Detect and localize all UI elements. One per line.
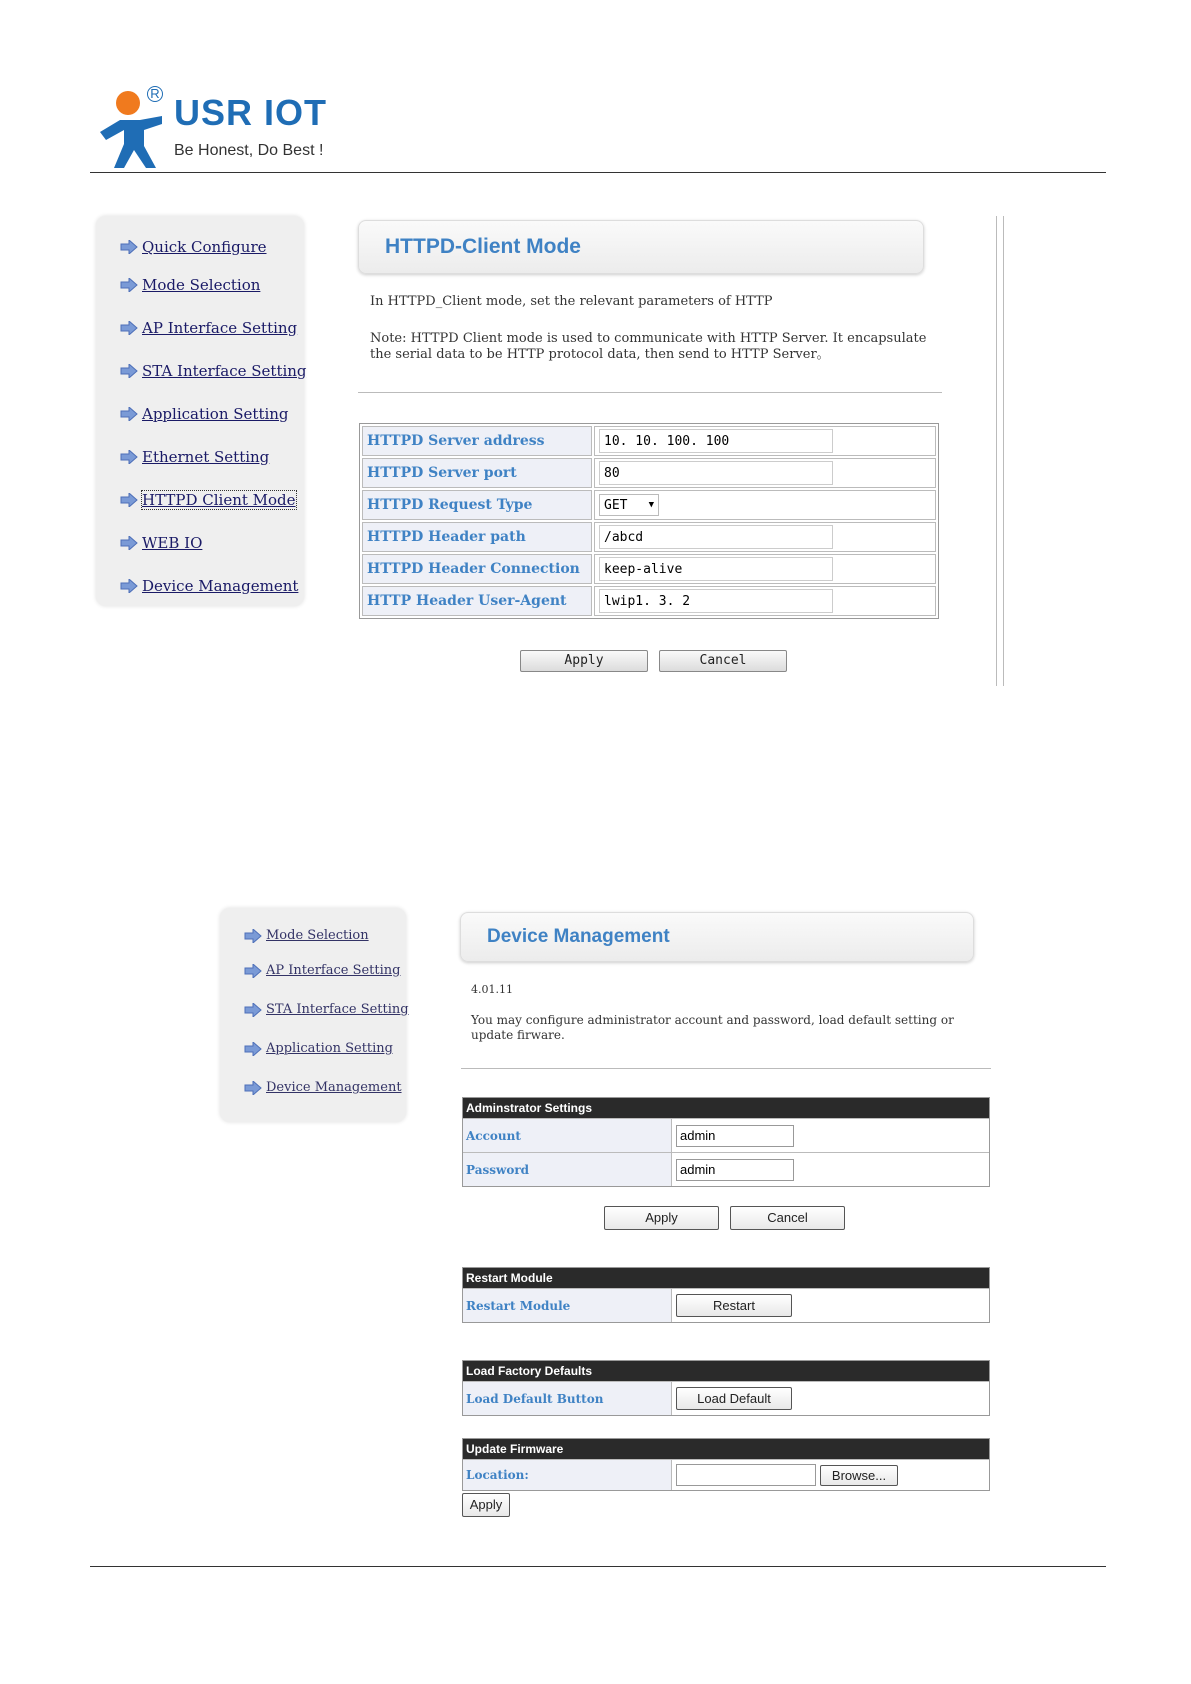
- user-agent-label: HTTP Header User-Agent: [362, 586, 592, 616]
- header-connection-input[interactable]: [599, 557, 833, 581]
- firmware-apply-button[interactable]: Apply: [462, 1493, 510, 1517]
- header-divider: [90, 172, 1106, 173]
- arrow-right-icon: [120, 450, 138, 464]
- sidebar-item-device-management[interactable]: [120, 577, 298, 595]
- sidebar-link[interactable]: Mode Selection: [266, 928, 369, 943]
- usr-iot-logo-icon: [96, 90, 166, 170]
- arrow-right-icon: [244, 1003, 262, 1017]
- admin-cancel-button[interactable]: Cancel: [730, 1206, 845, 1230]
- sidebar-item-mode-selection[interactable]: [120, 276, 260, 294]
- footer-divider: [90, 1566, 1106, 1567]
- update-firmware-table: [462, 1438, 990, 1491]
- server-port-cell: [594, 458, 936, 488]
- table-row: [362, 554, 936, 584]
- arrow-right-icon: [244, 964, 262, 978]
- admin-settings-header: Adminstrator Settings: [463, 1098, 989, 1118]
- sidebar-item-sta-interface[interactable]: [120, 362, 307, 380]
- sidebar-item-application[interactable]: [244, 1041, 393, 1056]
- server-port-label: HTTPD Server port: [362, 458, 592, 488]
- arrow-right-icon: [120, 407, 138, 421]
- password-cell: [672, 1153, 989, 1186]
- sidebar-link[interactable]: Application Setting: [266, 1041, 393, 1056]
- server-address-cell: [594, 426, 936, 456]
- request-type-value: GET: [604, 497, 628, 513]
- account-cell: [672, 1119, 989, 1152]
- sidebar-link[interactable]: STA Interface Setting: [142, 362, 307, 380]
- page-title: HTTPD-Client Mode: [385, 235, 581, 258]
- arrow-right-icon: [244, 1081, 262, 1095]
- sidebar-link[interactable]: Application Setting: [142, 405, 289, 423]
- sidebar-item-application[interactable]: [120, 405, 289, 423]
- note-text: Note: HTTPD Client mode is used to communicate with HTTP Server. It encapsulate the serial data to be HTTP protocol data, then send to HTTP Server。: [370, 331, 927, 362]
- load-default-button[interactable]: Load Default: [676, 1387, 792, 1410]
- arrow-right-icon: [244, 1042, 262, 1056]
- table-row: [463, 1152, 989, 1186]
- table-row: [362, 586, 936, 616]
- password-label: Password: [463, 1153, 672, 1186]
- table-row: [463, 1288, 989, 1322]
- arrow-right-icon: [120, 579, 138, 593]
- arrow-right-icon: [120, 536, 138, 550]
- restart-cell: [672, 1289, 989, 1322]
- load-default-label: Load Default Button: [463, 1382, 672, 1415]
- sidebar-link[interactable]: AP Interface Setting: [266, 963, 401, 978]
- password-input[interactable]: [676, 1159, 794, 1181]
- page-title-box: [358, 220, 924, 274]
- request-type-select[interactable]: [599, 494, 659, 516]
- arrow-right-icon: [120, 321, 138, 335]
- sidebar-link[interactable]: AP Interface Setting: [142, 319, 298, 337]
- table-row: [463, 1381, 989, 1415]
- header-path-input[interactable]: [599, 525, 833, 549]
- header-path-label: HTTPD Header path: [362, 522, 592, 552]
- restart-module-table: [462, 1267, 990, 1323]
- httpd-settings-table: [359, 423, 939, 619]
- arrow-right-icon: [120, 364, 138, 378]
- restart-module-header: Restart Module: [463, 1268, 989, 1288]
- update-firmware-header: Update Firmware: [463, 1439, 989, 1459]
- account-label: Account: [463, 1119, 672, 1152]
- server-port-input[interactable]: [599, 461, 833, 485]
- cancel-button[interactable]: Cancel: [659, 650, 787, 672]
- sidebar-item-mode-selection[interactable]: [244, 928, 369, 943]
- vertical-scrollbar[interactable]: [996, 216, 1004, 686]
- arrow-right-icon: [120, 493, 138, 507]
- sidebar-item-ap-interface[interactable]: [120, 319, 297, 337]
- sidebar-item-quick-configure[interactable]: [120, 238, 267, 256]
- browse-button[interactable]: Browse...: [820, 1465, 898, 1486]
- page-title: Device Management: [487, 926, 670, 947]
- brand-name: USR IOT: [174, 92, 328, 133]
- sidebar-link[interactable]: WEB IO: [142, 534, 203, 552]
- sidebar-item-sta-interface[interactable]: [244, 1002, 409, 1017]
- sidebar-item-httpd-client[interactable]: [120, 491, 296, 509]
- sidebar-item-ethernet[interactable]: [120, 448, 269, 466]
- table-row: [362, 426, 936, 456]
- location-cell: [672, 1460, 989, 1490]
- header-path-cell: [594, 522, 936, 552]
- sidebar-item-device-management[interactable]: [244, 1080, 402, 1095]
- sidebar-item-web-io[interactable]: [120, 534, 202, 552]
- table-row: [362, 490, 936, 520]
- server-address-input[interactable]: [599, 429, 833, 453]
- arrow-right-icon: [120, 240, 138, 254]
- user-agent-input[interactable]: [599, 589, 833, 613]
- divider: [461, 1068, 991, 1069]
- sidebar-item-ap-interface[interactable]: [244, 963, 400, 978]
- intro-text: You may configure administrator account and password, load default setting or update firware.: [471, 1013, 954, 1042]
- factory-defaults-table: [462, 1360, 990, 1416]
- user-agent-cell: [594, 586, 936, 616]
- table-row: [463, 1459, 989, 1490]
- sidebar-link[interactable]: Ethernet Setting: [142, 448, 270, 466]
- sidebar-link[interactable]: HTTPD Client Mode: [142, 491, 296, 509]
- admin-settings-table: [462, 1097, 990, 1187]
- header-connection-label: HTTPD Header Connection: [362, 554, 592, 584]
- account-input[interactable]: [676, 1125, 794, 1147]
- request-type-cell: [594, 490, 936, 520]
- sidebar-link[interactable]: Quick Configure: [142, 238, 267, 256]
- sidebar-nav: [96, 216, 307, 606]
- table-row: [463, 1118, 989, 1152]
- apply-button[interactable]: Apply: [520, 650, 648, 672]
- sidebar-link[interactable]: Device Management: [142, 577, 299, 595]
- location-label: Location:: [463, 1460, 672, 1490]
- arrow-right-icon: [120, 278, 138, 292]
- sidebar-link[interactable]: Mode Selection: [142, 276, 261, 294]
- table-row: [362, 522, 936, 552]
- header-connection-cell: [594, 554, 936, 584]
- admin-apply-button[interactable]: Apply: [604, 1206, 719, 1230]
- restart-button[interactable]: Restart: [676, 1294, 792, 1317]
- brand-slogan: Be Honest, Do Best !: [174, 142, 324, 159]
- table-row: [362, 458, 936, 488]
- request-type-label: HTTPD Request Type: [362, 490, 592, 520]
- chevron-down-icon: ▼: [648, 500, 654, 511]
- sidebar-link[interactable]: STA Interface Setting: [266, 1002, 409, 1017]
- intro-text: In HTTPD_Client mode, set the relevant parameters of HTTP: [370, 294, 773, 309]
- sidebar-nav: [220, 908, 409, 1122]
- firmware-location-input[interactable]: [676, 1464, 816, 1486]
- factory-defaults-header: Load Factory Defaults: [463, 1361, 989, 1381]
- firmware-version: 4.01.11: [471, 983, 513, 996]
- divider: [358, 392, 942, 393]
- page-title-box: [460, 912, 974, 962]
- registered-mark: R: [147, 86, 163, 102]
- arrow-right-icon: [244, 929, 262, 943]
- restart-module-label: Restart Module: [463, 1289, 672, 1322]
- sidebar-link[interactable]: Device Management: [266, 1080, 402, 1095]
- load-default-cell: [672, 1382, 989, 1415]
- server-address-label: HTTPD Server address: [362, 426, 592, 456]
